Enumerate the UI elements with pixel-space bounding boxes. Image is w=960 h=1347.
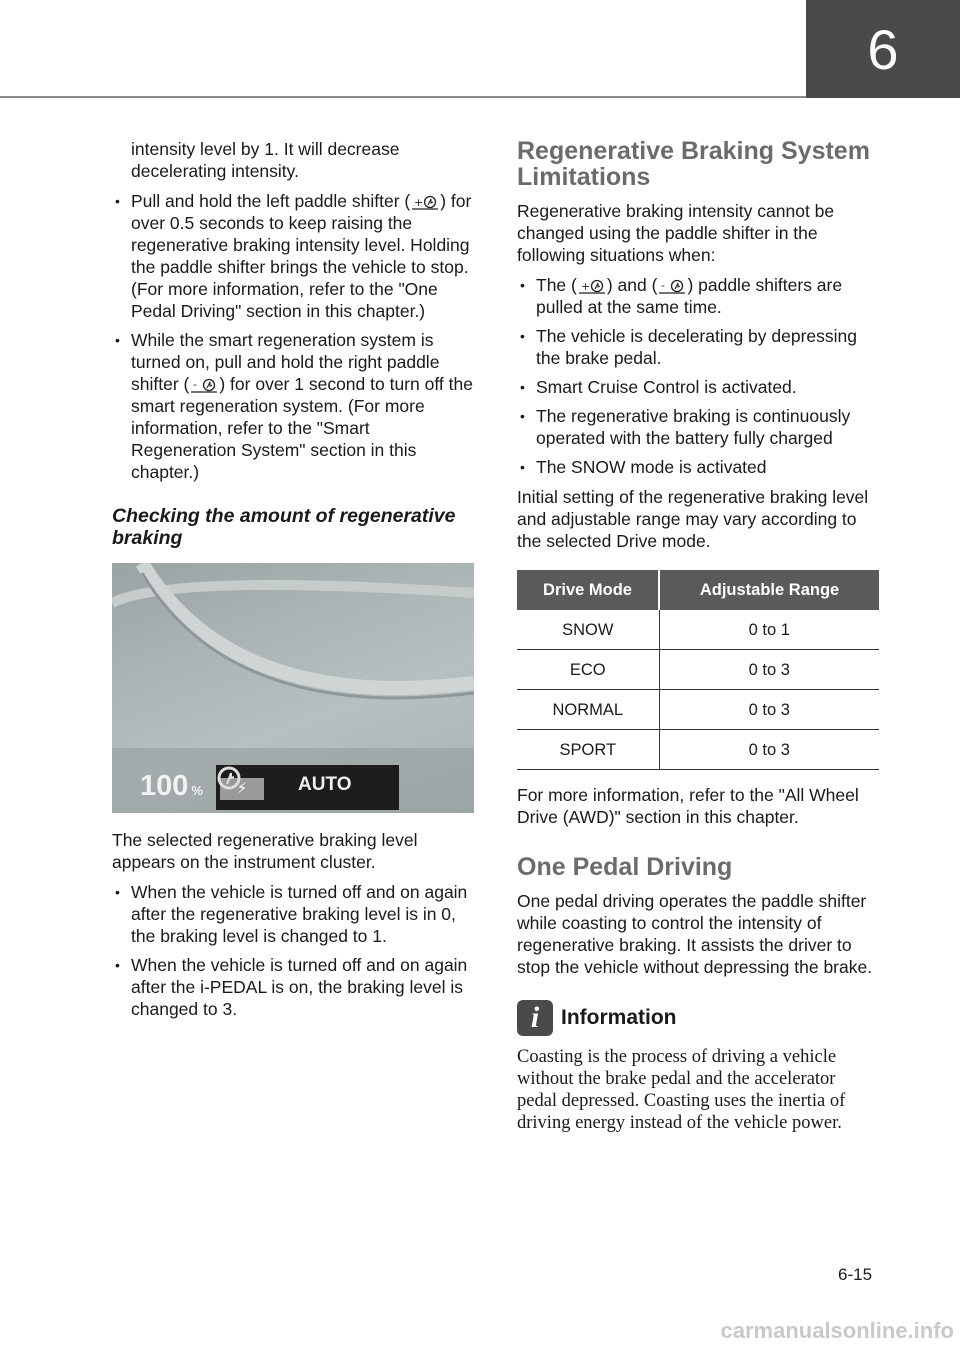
svg-text:+: + (580, 280, 591, 293)
table-row: ECO 0 to 3 (517, 650, 879, 690)
awd-reference: For more information, refer to the "All Wheel Drive (AWD)" section in this chapter. (517, 785, 859, 827)
limitations-list (517, 274, 879, 478)
watermark: carmanualsonline.info (720, 1318, 954, 1343)
lightning-icon: ⚡ (220, 778, 264, 800)
chapter-tab: 6 (806, 0, 960, 98)
information-text: Coasting is the process of driving a vehicle without the brake pedal and the accelerator pedal depressed. Coasting uses the inertia of driving energy instead of the vehicle power. (517, 1047, 846, 1133)
column-header: Drive Mode (517, 570, 659, 610)
list-item: • Pull and hold the left paddle shifter ( + ) for over 0.5 seconds to keep raising the regenerative braking intensity level. Holding the paddle shifter brings the vehicle to stop. (For more information, refer to the "One Pedal Driving" section in this chapter.) (112, 190, 474, 322)
svg-text:+: + (414, 196, 424, 209)
page-number: 6-15 (838, 1265, 873, 1284)
level-bullet-list (112, 881, 474, 1020)
section-title-one-pedal: One Pedal Driving (517, 853, 733, 881)
charge-percent: 100 % (140, 770, 203, 802)
svg-text:-: - (661, 279, 666, 292)
header-rule (0, 96, 806, 98)
plus-paddle-icon (410, 194, 440, 210)
list-item: • The ( + ) and ( - ) paddle shifters are pulled at the same time. (517, 274, 879, 318)
left-column (112, 138, 474, 1028)
right-column (517, 138, 879, 1142)
table-row: SPORT 0 to 3 (517, 730, 879, 770)
list-item: • The regenerative braking is continuously operated with the battery fully charged (517, 405, 879, 449)
regen-mode-label: AUTO (298, 774, 352, 795)
drive-mode-table (517, 570, 879, 770)
subheading: Checking the amount of regenerative braking (112, 505, 456, 549)
information-icon: i (517, 1000, 553, 1036)
instrument-cluster-image (112, 563, 474, 813)
paddle-bullet-list (112, 190, 474, 483)
list-item: • When the vehicle is turned off and on again after the i-PEDAL is on, the braking level is changed to 3. (112, 954, 474, 1020)
list-item: • While the smart regeneration system is turned on, pull and hold the right paddle shifter ( - ) for over 1 second to turn off the smart regeneration system. (For more information, refer to the "Smart Regeneration System" section in this chapter.) (112, 329, 474, 483)
section-title-limitations: Regenerative Braking System Limitations (517, 137, 870, 191)
one-pedal-text: One pedal driving operates the paddle shifter while coasting to control the intensity of regenerative braking. It assists the driver to stop the vehicle without depressing the brake. (517, 891, 873, 977)
list-item: • The vehicle is decelerating by depressing the brake pedal. (517, 325, 879, 369)
list-item: • When the vehicle is turned off and on again after the regenerative braking level is in 0, the braking level is changed to 1. (112, 881, 474, 947)
plus-paddle-icon (577, 278, 607, 294)
column-header: Adjustable Range (659, 570, 879, 610)
minus-paddle-icon (189, 377, 219, 393)
drive-mode-paragraph: Initial setting of the regenerative braking level and adjustable range may vary according to the selected Drive mode. (517, 487, 869, 551)
list-item: • Smart Cruise Control is activated. (517, 376, 879, 398)
svg-text:-: - (193, 378, 198, 391)
table-row: NORMAL 0 to 3 (517, 690, 879, 730)
cluster-paragraph: The selected regenerative braking level appears on the instrument cluster. (112, 830, 418, 872)
table-row: SNOW 0 to 1 (517, 610, 879, 650)
information-heading: i Information (517, 1000, 879, 1036)
table-header-row (517, 570, 879, 610)
minus-paddle-icon (657, 278, 687, 294)
list-item: • The SNOW mode is activated (517, 456, 879, 478)
limitations-intro: Regenerative braking intensity cannot be changed using the paddle shifter in the following situations when: (517, 201, 835, 265)
regen-level-bar (216, 765, 399, 810)
regen-ring-icon (216, 765, 242, 791)
continued-text: intensity level by 1. It will decrease decelerating intensity. (131, 139, 400, 181)
